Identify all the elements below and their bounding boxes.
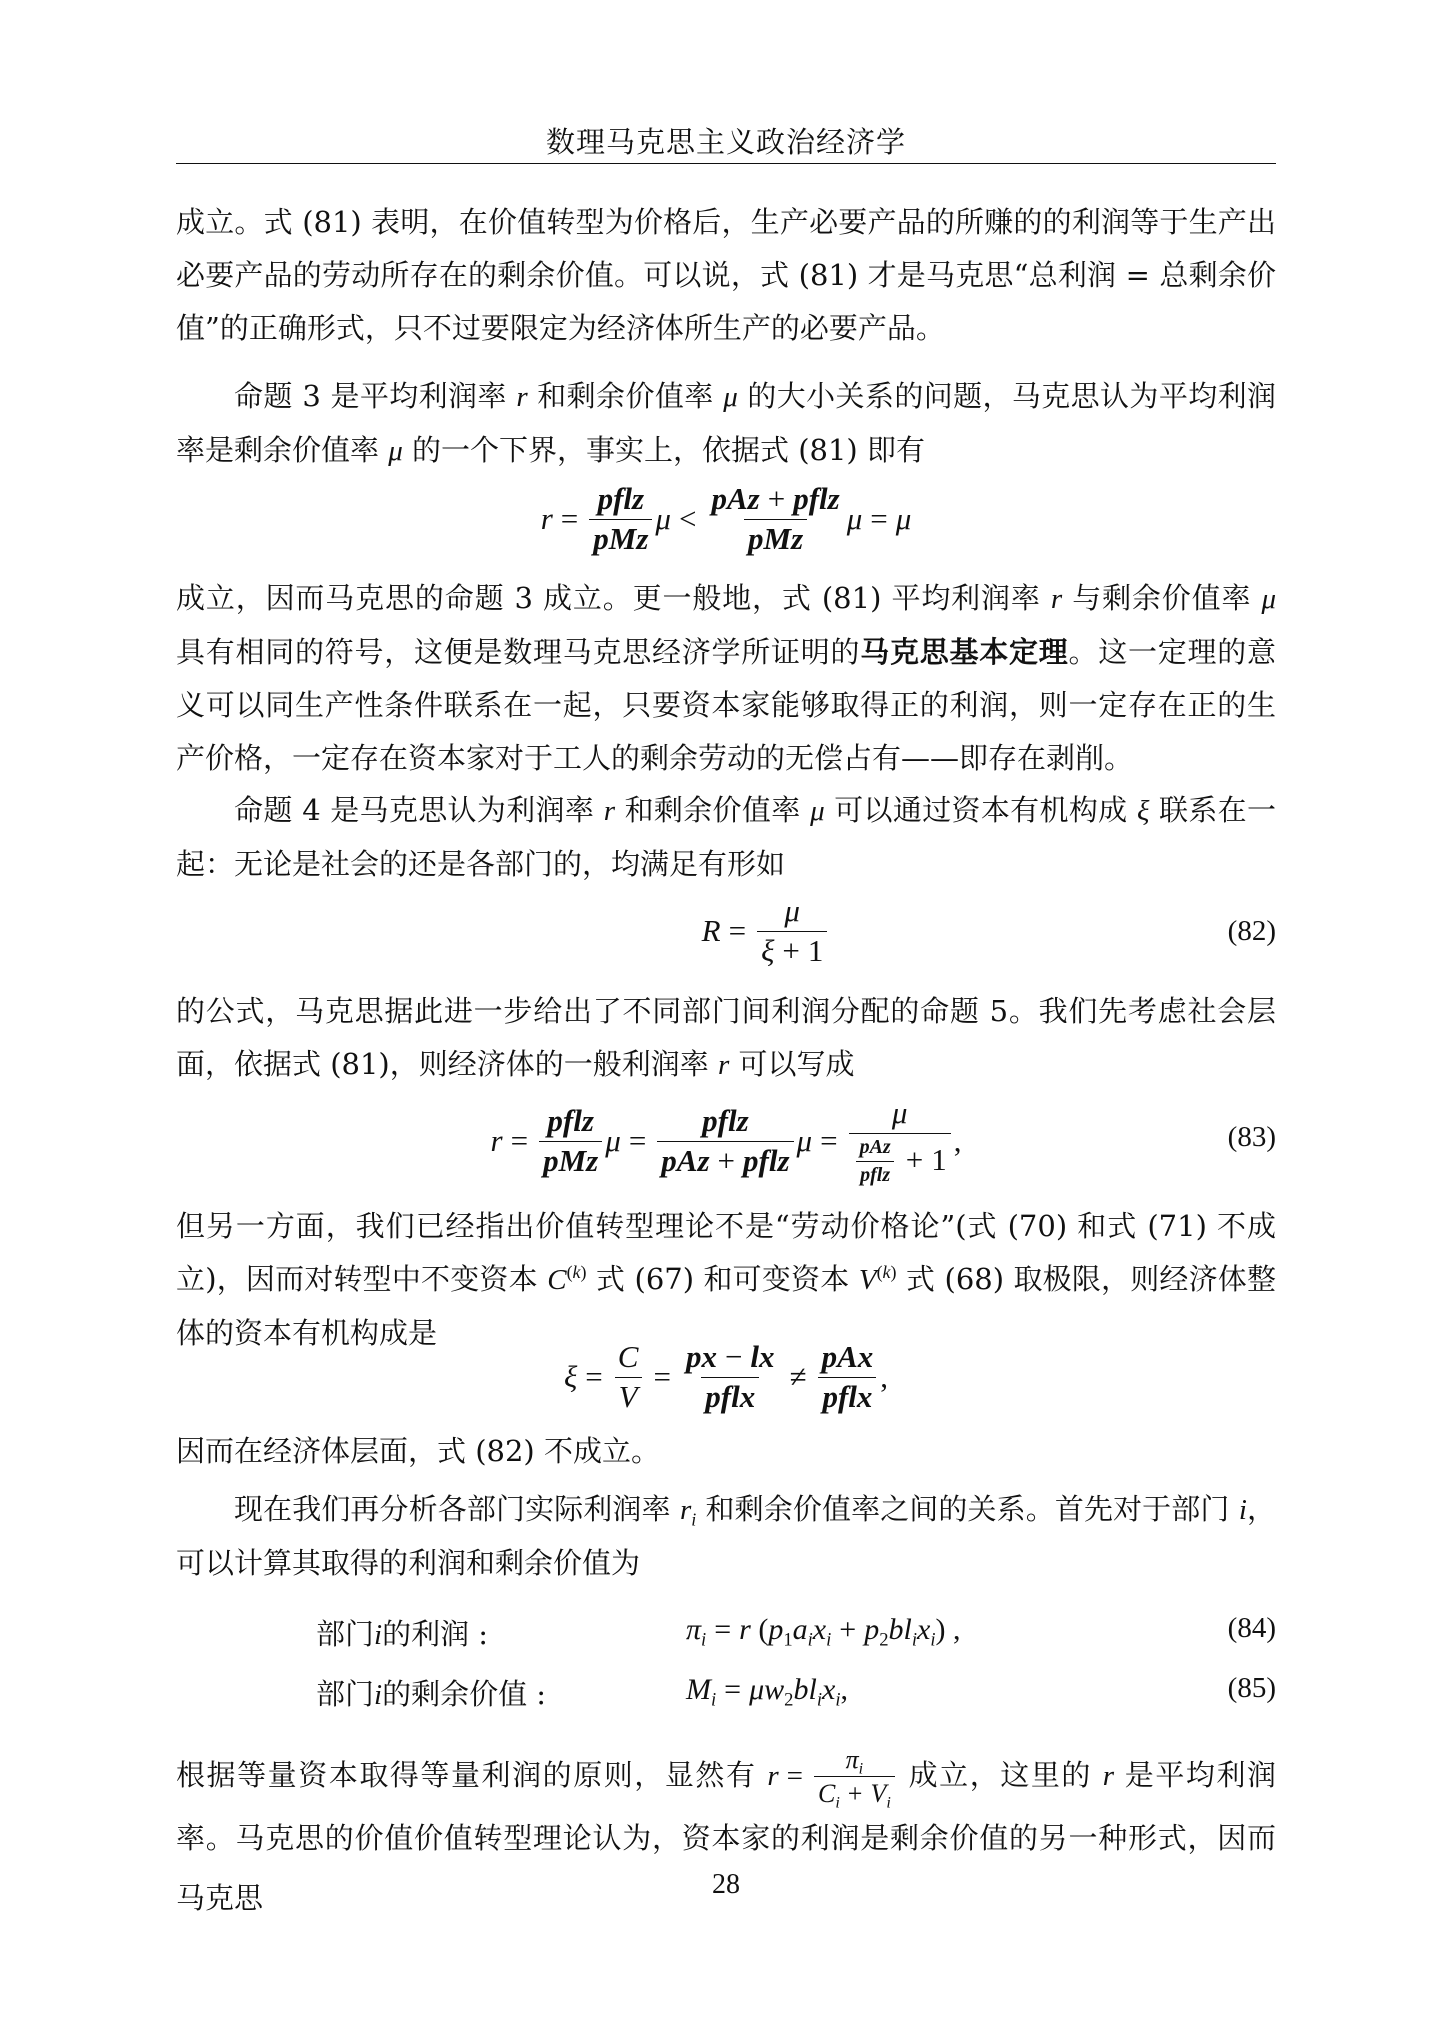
- equation-number: (82): [1227, 915, 1276, 947]
- header-rule: [176, 163, 1276, 164]
- paragraph-5: 的公式，马克思据此进一步给出了不同部门间利润分配的命题 5。我们先考虑社会层面，依据式 (81)，则经济体的一般利润率 r 可以写成: [176, 994, 1276, 1081]
- paragraph-8: 现在我们再分析各部门实际利润率 $r_i$ 和剩余价值率之间的关系。首先对于部门 i，可以计算其取得的利润和剩余价值为: [176, 1492, 1276, 1580]
- equation-85: 部门i的剩余价值 : $M_i = \mu w_2bl_ix_i$, (85): [316, 1672, 1276, 1711]
- running-header: 数理马克思主义政治经济学: [545, 125, 906, 159]
- theorem-name: 马克思基本定理: [860, 635, 1069, 669]
- page-number: 28: [712, 1869, 740, 1900]
- equation-84: 部门i的利润 : $\pi_i = r$ $(p_1a_ix_i + p_2bl_ix_i)$ , (84): [316, 1612, 1276, 1651]
- paragraph-2: 命题 3 是平均利润率 r 和剩余价值率 μ 的大小关系的问题，马克思认为平均利润率是剩余价值率 μ 的一个下界，事实上，依据式 (81) 即有: [176, 379, 1276, 467]
- equation-number: (85): [1227, 1672, 1276, 1704]
- paragraph-1: 成立。式 (81) 表明，在价值转型为价格后，生产必要产品的所赚的的利润等于生产出必要产品的劳动所存在的剩余价值。可以说，式 (81) 才是马克思“总利润 = 总剩余价值”的正确形式，只不过要限定为经济体所生产的必要产品。: [176, 205, 1276, 345]
- equation-number: (83): [1227, 1121, 1276, 1153]
- paragraph-9: 根据等量资本取得等量利润的原则，显然有 r = $\frac{\pi_i}{C_i + V_i}$ 成立，这里的 r 是平均利润率。马克思的价值价值转型理论认为，资本家的利润是剩余价值的另一种形式，因而马克思: [176, 1744, 1277, 1916]
- paragraph-7: 因而在经济体层面，式 (82) 不成立。: [176, 1434, 660, 1468]
- paragraph-3: 成立，因而马克思的命题 3 成立。更一般地，式 (81) 平均利润率 r 与剩余价值率 μ 具有相同的符号，这便是数理马克思经济学所证明的马克思基本定理。这一定理的意义可以同生产性条件联系在一起，只要资本家能够取得正的利润，则一定存在正的生产价格，一定存在资本家对于工人的剩余劳动的无偿占有——即存在剥削。: [176, 581, 1277, 775]
- paragraph-6: 但另一方面，我们已经指出价值转型理论不是“劳动价格论”(式 (70) 和式 (71) 不成立)，因而对转型中不变资本 $C^{(k)}$ 式 (67) 和可变资本 $V^{(k)}$ 式 (68) 取极限，则经济体整体的资本有机构成是: [176, 1209, 1276, 1350]
- document-page: 数理马克思主义政治经济学 成立。式 (81) 表明，在价值转型为价格后，生产必要产品的所赚的的利润等于生产出必要产品的劳动所存在的剩余价值。可以说，式 (81) 才是马克思“总利润 = 总剩余价值”的正确形式，只不过要限定为经济体所生产的必要产品。 命题 3 是平均利润率 r 和剩余价值率 μ 的大小关系的问题，马克思认为平均利润率是剩余价值率 μ 的一个下界，事实上，依据式 (81) 即有 r = $\frac{\text{pflz}}{\text{pMz}}$ μ < $\frac{\text{pAz + pflz}}{\text{pMz}}$ μ = μ 成立，因而马克思的命题 3 成立。更一般地，式 (81) 平均利润率 r 与剩余价值率 μ 具有相同的符号，这便是数理马克思经济学所证明的马克思基本定理。这一定理的意义可以同生产性条件联系在一起，只要资本家能够取得正的利润，则一定存在正的生产价格，一定存在资本家对于工人的剩余劳动的无偿占有——即存在剥削。 命题 4 是马克思认为利润率 r 和剩余价值率 μ 可以通过资本有机构成 ξ 联系在一起：无论是社会的还是各部门的，均满足有形如 R = $\frac{\mu}{\xi + 1}$ (82) 的公式，马克思据此进一步给出了不同部门间利润分配的命题 5。我们先考虑社会层面，依据式 (81)，则经济体的一般利润率 r 可以写成 r = $\frac{\text{pflz}}{\text{pMz}}$ μ = $\frac{\text{pflz}}{\text{pAz + pflz}}$ μ = μ $\frac{\text{pAz}}{\text{pflz}}$ + 1 , (83) 但另一方面，我们已经指出价值转型理论不是“劳动价格论”(式 (70) 和式 (71) 不成立)，因而对转型中不变资本 $C^{(k)}$ 式 (67) 和可变资本 $V^{(k)}$ 式 (68) 取极限，则经济体整体的资本有机构成是 ξ = $\frac{C}{V}$ = $\frac{px - lx}{\text{pflx}}$ ≠ $\frac{\text{pAx}}{\text{pflx}}$ , 因而在经济体层面，式 (82) 不成立。 现在我们再分析各部门实际利润率 $r_i$ 和剩余价值率之间的关系。首先对于部门 i，可以计算其取得的利润和剩余价值为 部门i的利润 : $\pi_i = r$ $(p_1a_ix_i + p_2bl_ix_i)$ , (84) 部门i的剩余价值 : $M_i = \mu w_2bl_ix_i$, (85) 根据等量资本取得等量利润的原则，显然有 r = $\frac{\pi_i}{C_i + V_i}$ 成立，这里的 r 是平均利润率。马克思的价值价值转型理论认为，资本家的利润是剩余价值的另一种形式，因而马克思 28: [0, 0, 1440, 2036]
- equation-number: (84): [1227, 1612, 1276, 1644]
- paragraph-4: 命题 4 是马克思认为利润率 r 和剩余价值率 μ 可以通过资本有机构成 ξ 联系在一起：无论是社会的还是各部门的，均满足有形如: [176, 793, 1277, 881]
